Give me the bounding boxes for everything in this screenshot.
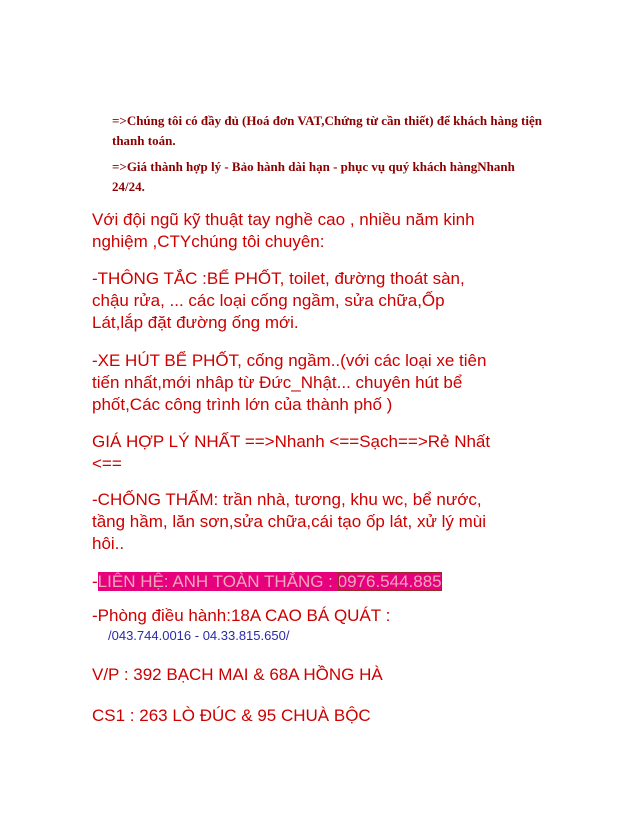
intro-paragraph: Với đội ngũ kỹ thuật tay nghề cao , nhiều năm kinh nghiệm ,CTYchúng tôi chuyên: (92, 210, 475, 251)
office-address: -Phòng điều hành:18A CAO BÁ QUÁT : (92, 606, 391, 625)
contact-phone: 0976.544.885 (337, 572, 442, 591)
note-pricing: =>Giá thành hợp lý - Bảo hành dài hạn - phục vụ quý khách hàngNhanh 24/24. (112, 159, 515, 194)
pricing-slogan: GIÁ HỢP LÝ NHẤT ==>Nhanh <==Sạch==>Rẻ Nhất <== (92, 432, 491, 473)
branch-cs1: CS1 : 263 LÒ ĐÚC & 95 CHUÀ BỘC (92, 706, 371, 725)
note-invoice: =>Chúng tôi có đầy đủ (Hoá đơn VAT,Chứng từ cần thiết) để khách hàng tiện thanh toán. (112, 113, 542, 148)
service-thong-tac: -THÔNG TẮC :BỂ PHỐT, toilet, đường thoát sàn, chậu rửa, ... các loại cống ngầm, sửa chữa,Ốp Lát,lắp đặt đường ống mới. (92, 269, 465, 332)
service-chong-tham: -CHỐNG THẤM: trần nhà, tương, khu wc, bể nước, tầng hầm, lăn sơn,sửa chữa,cái tạo ốp lát, xử lý mùi hôi.. (92, 490, 486, 553)
contact-label: LIÊN HỆ: ANH TOÀN THẮNG : (97, 572, 338, 591)
contact-line (92, 571, 442, 593)
office-phones: /043.744.0016 - 04.33.815.650/ (108, 628, 290, 643)
branch-vp: V/P : 392 BẠCH MAI & 68A HỒNG HÀ (92, 665, 383, 684)
contact-prefix: - (92, 572, 98, 591)
service-xe-hut: -XE HÚT BỂ PHỐT, cống ngầm..(với các loại xe tiên tiến nhất,mới nhâp từ Đức_Nhật... chuyên hút bể phốt,Các công trình lớn của thành phố ) (92, 351, 487, 414)
